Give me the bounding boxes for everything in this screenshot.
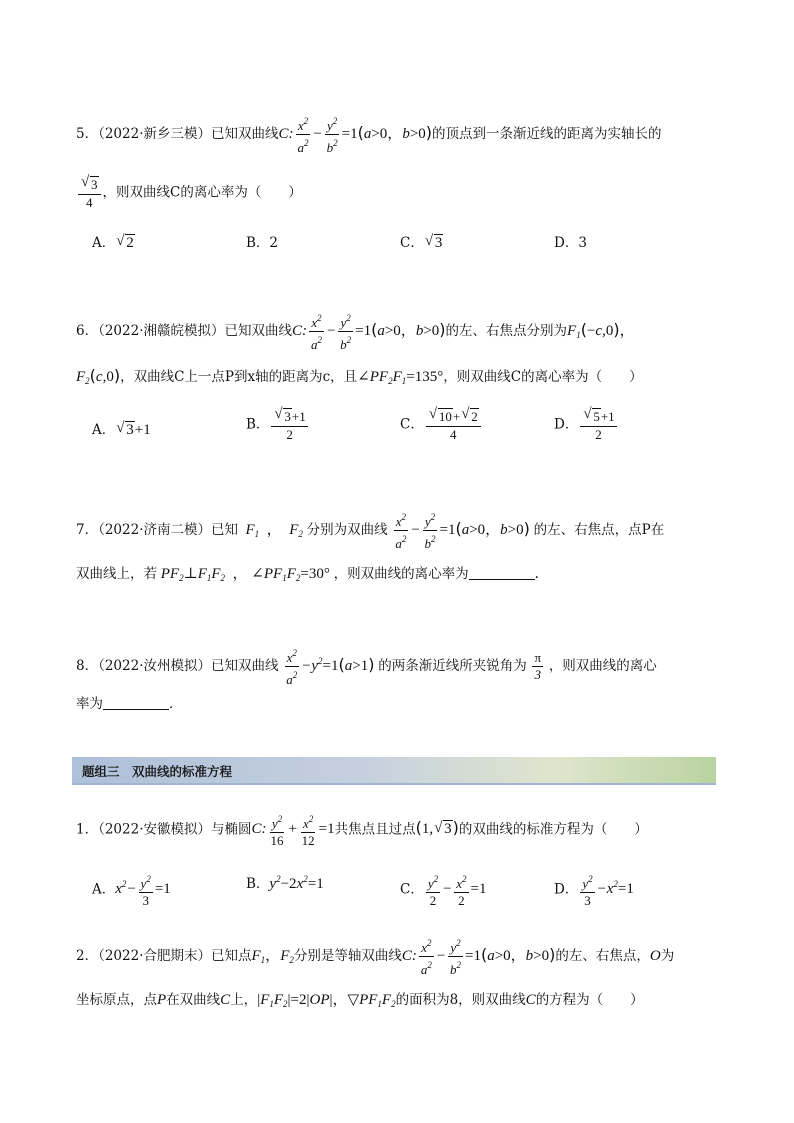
hyperbola-equation: C: $\frac{x^2}{a^2}$ − $\frac{y^2}{b^2}$ =1(a>0，b>0) xyxy=(278,116,433,155)
section3-question-1-line-1: 1．（2022·安徽模拟）与椭圆C: $\frac{y^2}{16}$ + $\frac{x^2}{12}$ =1共焦点且过点(1,√ 3)的双曲线的标准方程为（ ） xyxy=(76,812,648,848)
question-5-line-1: 5．（2022·新乡三模）已知双曲线C: $\frac{x^2}{a^2}$ − $\frac{y^2}{b^2}$ =1(a>0，b>0)的顶点到一条渐近线的距离为实轴长的 xyxy=(76,116,662,155)
option-a[interactable]: A．√ 2 xyxy=(92,231,135,252)
answer-blank[interactable] xyxy=(103,695,169,710)
option-a[interactable]: A．√ 3+1 xyxy=(92,418,151,439)
question-8-line-2: 率为 ． xyxy=(76,696,183,712)
option-c[interactable]: C．√ 3 xyxy=(400,231,443,252)
section3-question-2-line-1: 2．（2022·合肥期末）已知点$F_1$，$F_2$分别是等轴双曲线C: $\frac{x^2}{a^2}$ − $\frac{y^2}{b^2}$ =1(a>0，b>0)的左、右焦点，O为 xyxy=(76,938,675,977)
option-b[interactable]: B． √ $\frac{3+1}{2}$ xyxy=(246,408,310,442)
option-c[interactable]: C． √ $\frac{10+√ 2}{4}$ xyxy=(400,408,483,442)
question-8-line-1: 8．（2022·汝州模拟）已知双曲线 $\frac{x^2}{a^2}$ $-y^2=1(a>1)$ 的两条渐近线所夹锐角为 $\frac{\pi}{3}$ ，则双曲线的离心 xyxy=(76,648,657,687)
section3-question-2-line-2: 坐标原点，点P在双曲线C上，$|F_1F_2|=2|OP|$，$▽PF_1F_2$的面积为8，则双曲线C的方程为（ ） xyxy=(76,992,644,1009)
option-b[interactable]: B．2 xyxy=(246,235,279,251)
fraction-sqrt3-over-4: √ $\frac{3}{4}$ xyxy=(78,176,101,210)
question-7-line-2: 双曲线上，若 $PF_2\perp F_1F_2$ ， $\angle PF_1F_2=30^\circ$ ，则双曲线的离心率为 . xyxy=(76,566,539,583)
option-b[interactable]: B．$y^2-2x^2=1$ xyxy=(246,874,324,892)
answer-blank[interactable] xyxy=(469,565,535,580)
question-7-line-1: 7．（2022·济南二模）已知 $F_1$ ， $F_2$ 分别为双曲线 $\frac{x^2}{a^2}$ − $\frac{y^2}{b^2}$ =1(a>0，b>0) 的左、右焦点，点P在 xyxy=(76,512,665,551)
question-6-line-1: 6．（2022·湘赣皖模拟）已知双曲线C: $\frac{x^2}{a^2}$ − $\frac{y^2}{b^2}$ =1(a>0，b>0)的左、右焦点分别为$F_1(-c,0)$， xyxy=(76,313,635,352)
section-title: 题组三 双曲线的标准方程 xyxy=(82,764,233,779)
option-d[interactable]: D． √ $\frac{5+1}{2}$ xyxy=(554,408,619,442)
option-a[interactable]: A．$x^2-$ $\frac{y^2}{3}$ =1 xyxy=(92,874,171,908)
question-5-line-2: √ $\frac{3}{4}$ ，则双曲线C的离心率为（ ） xyxy=(76,176,302,210)
option-d[interactable]: D． $\frac{y^2}{3}$ $-x^2=1$ xyxy=(554,874,634,908)
option-c[interactable]: C． $\frac{y^2}{2}$ − $\frac{x^2}{2}$ =1 xyxy=(400,874,487,908)
question-6-line-2: $F_2(c,0)$，双曲线C上一点P到x轴的距离为c，且$\angle PF_2F_1=135^\circ$，则双曲线C的离心率为（ ） xyxy=(76,366,643,386)
section-banner xyxy=(72,757,716,785)
option-d[interactable]: D．3 xyxy=(554,235,587,251)
